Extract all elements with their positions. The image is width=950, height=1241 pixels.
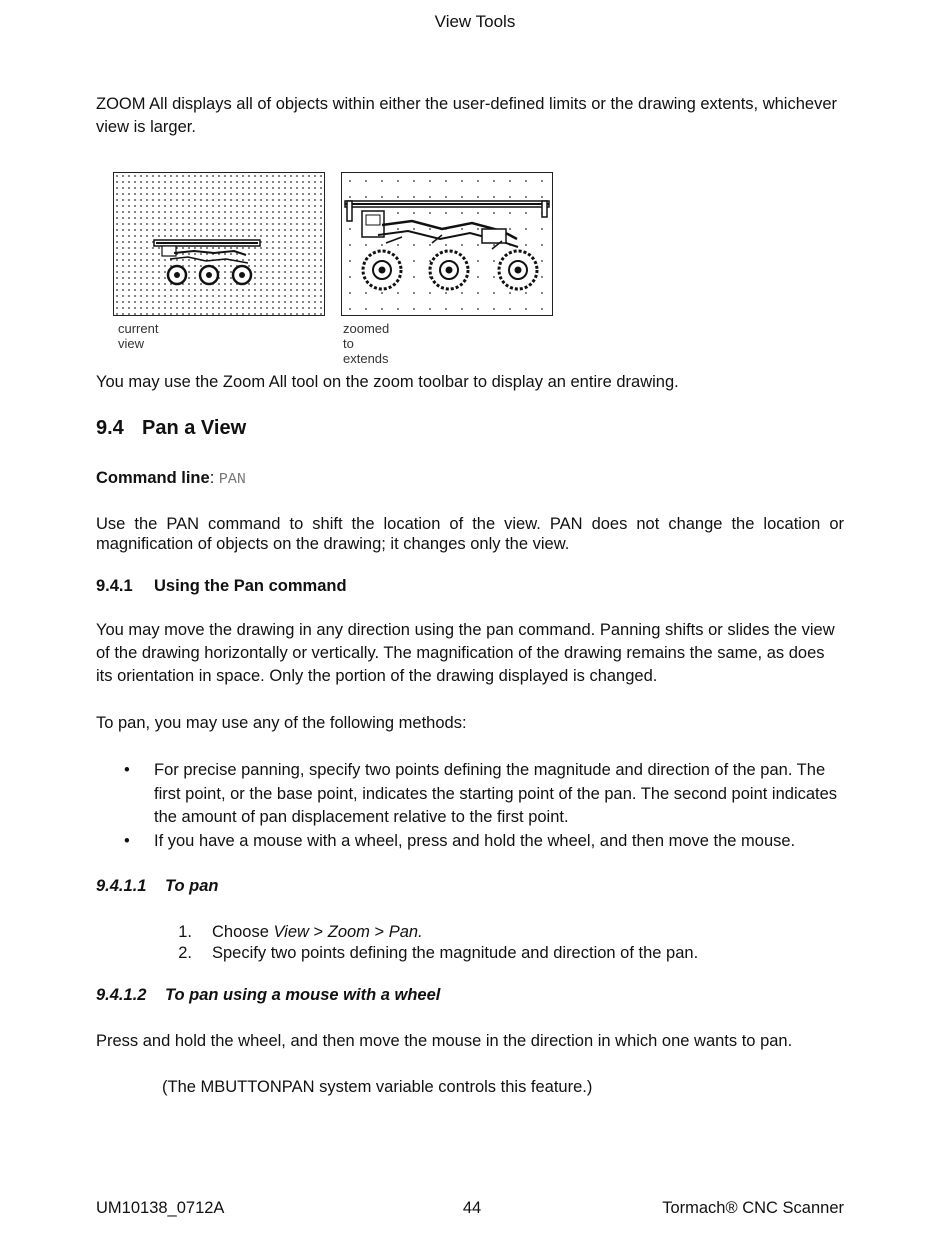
list-item (176, 943, 698, 964)
step-text: Specify two points defining the magnitude and direction of the pan. (212, 944, 699, 962)
command-line-label: Command line (96, 469, 210, 487)
list-item-text: If you have a mouse with a wheel, press and hold the wheel, and then move the mouse. (154, 831, 796, 850)
step-text: Choose (212, 923, 274, 941)
section-title: Using the Pan command (154, 577, 347, 595)
section-number: 9.4.1 (96, 577, 133, 595)
section-heading-9-4 (96, 417, 246, 440)
pan-methods-list (122, 759, 844, 853)
zoomed-view-panel (341, 172, 553, 316)
footer-product: Tormach® CNC Scanner (662, 1199, 844, 1217)
section-heading-9-4-1 (96, 577, 347, 596)
caption-zoomed-view: zoomed to extends (343, 321, 390, 366)
step-number: 2. (178, 944, 192, 962)
list-item-text: For precise panning, specify two points defining the magnitude and direction of the pan. The first point, or the base point, indicates the starting point of the pan. The second point indicates the amount of pan displacement relative to the first point. (154, 761, 838, 826)
section-heading-9-4-1-2 (96, 986, 440, 1005)
section-title: To pan (165, 877, 219, 895)
mouse-wheel-paragraph: Press and hold the wheel, and then move the mouse in the direction in which one wants to pan. (96, 1032, 793, 1050)
menu-separator: > (308, 923, 328, 941)
zoom-toolbar-paragraph: You may use the Zoom All tool on the zoom toolbar to display an entire drawing. (96, 373, 679, 391)
menu-zoom: Zoom (327, 923, 370, 941)
caption-current-view: current view (118, 321, 159, 351)
footer-doc-id: UM10138_0712A (96, 1199, 225, 1217)
list-item (122, 759, 844, 830)
menu-pan: Pan. (388, 923, 423, 941)
section-title: Pan a View (142, 417, 247, 439)
current-view-panel (113, 172, 325, 316)
pan-methods-intro: To pan, you may use any of the following methods: (96, 714, 467, 732)
footer-page-number: 44 (462, 1199, 482, 1217)
list-item (176, 922, 698, 943)
to-pan-steps (176, 922, 698, 964)
pan-description: Use the PAN command to shift the location of the view. PAN does not change the location or magnification of objects on the drawing; it changes only the view. (96, 515, 844, 553)
command-value: PAN (218, 471, 246, 488)
list-item (122, 830, 844, 854)
menu-view: View (273, 923, 309, 941)
mbuttonpan-note: (The MBUTTONPAN system variable controls this feature.) (162, 1078, 593, 1096)
section-number: 9.4.1.2 (96, 986, 147, 1004)
menu-separator: > (369, 923, 389, 941)
page-header: View Tools (434, 12, 516, 31)
bullet-icon: • (124, 761, 130, 779)
section-number: 9.4.1.1 (96, 877, 147, 895)
step-number: 1. (178, 923, 192, 941)
command-line-colon: : (209, 469, 215, 487)
bullet-icon: • (124, 831, 130, 850)
command-line (96, 467, 844, 491)
vehicle-drawing-small (114, 173, 324, 315)
section-number: 9.4 (96, 417, 124, 439)
section-title: To pan using a mouse with a wheel (165, 986, 441, 1004)
zoom-all-paragraph: ZOOM All displays all of objects within either the user-defined limits or the drawing extents, whichever view is larger. (96, 95, 837, 136)
pan-paragraph: You may move the drawing in any direction using the pan command. Panning shifts or slides the view of the drawing horizontally or vertically. The magnification of the drawing remains the same, as does its orientation in space. Only the portion of the drawing displayed is changed. (96, 621, 835, 685)
section-heading-9-4-1-1 (96, 877, 218, 896)
vehicle-drawing-large (342, 173, 552, 315)
